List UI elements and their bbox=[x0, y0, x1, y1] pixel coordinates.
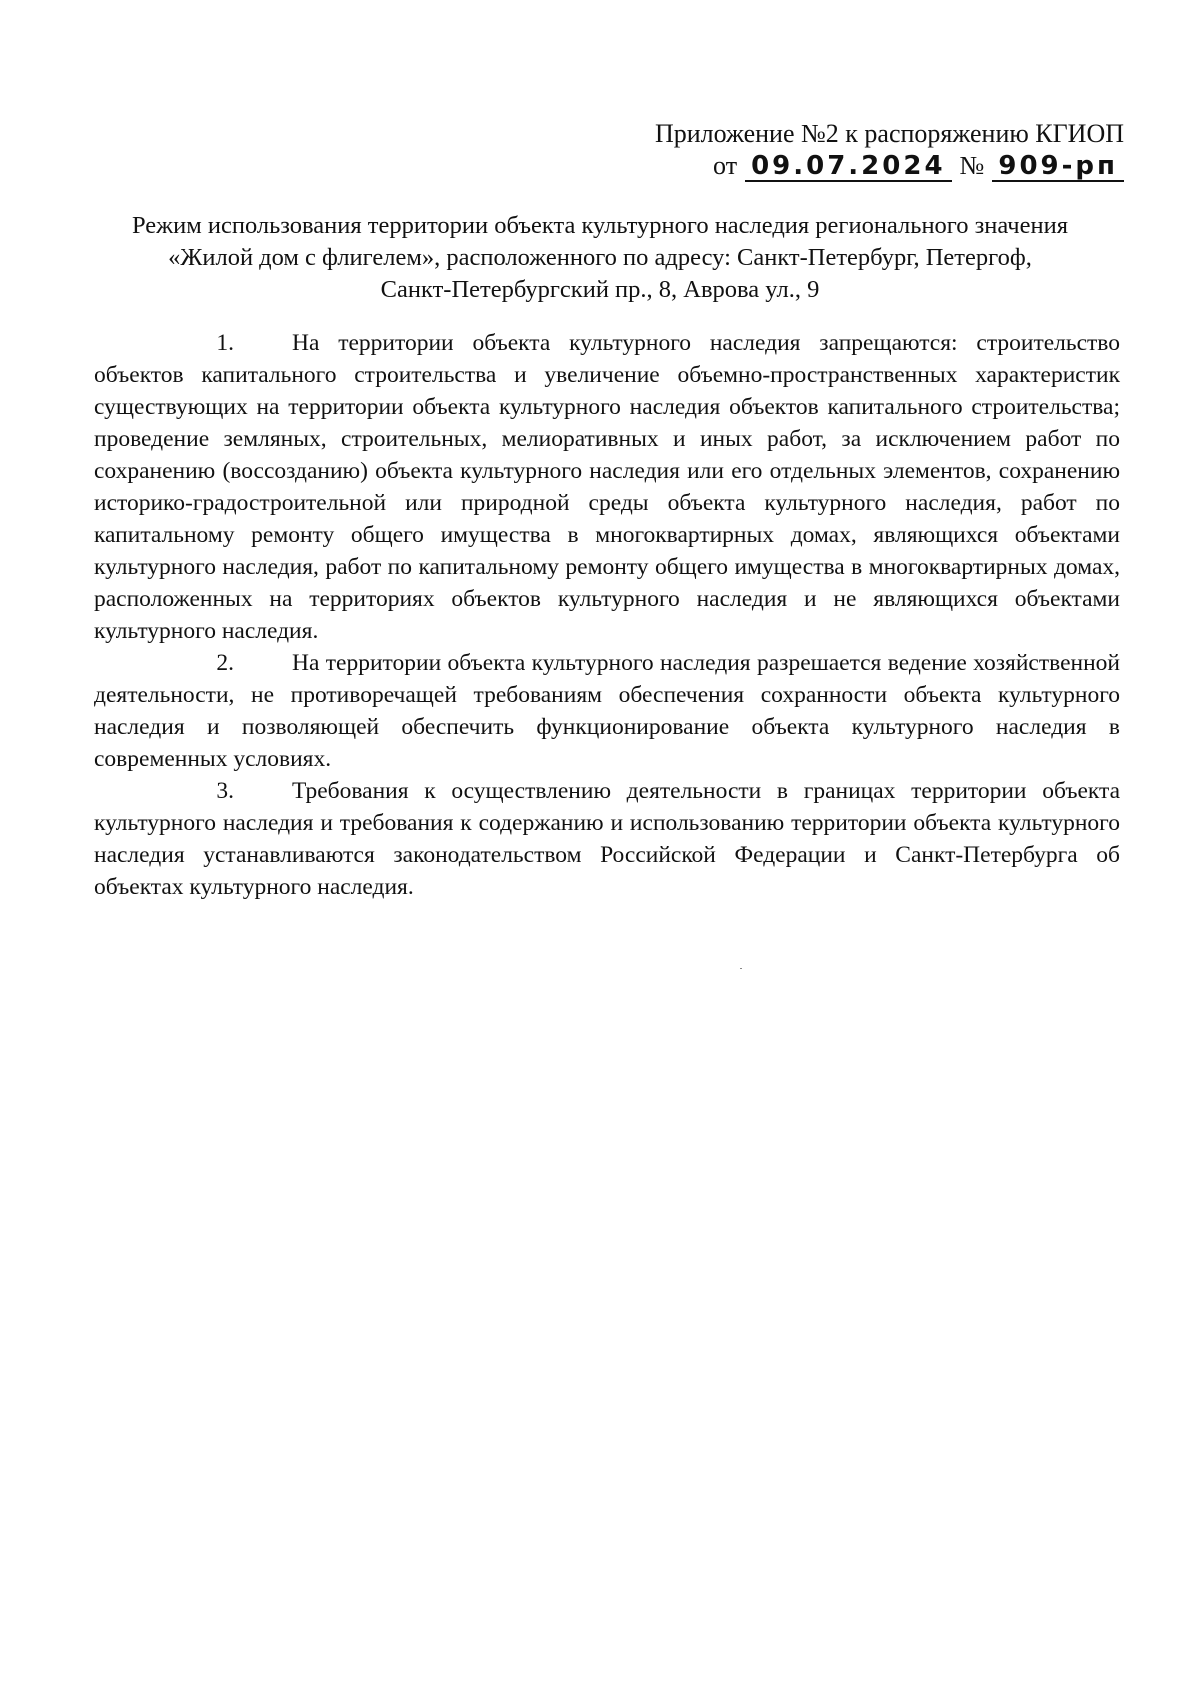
appendix-header bbox=[655, 118, 1124, 182]
title-line-1: Режим использования территории объекта культурного наследия регионального значения bbox=[132, 212, 1068, 239]
paragraph-3 bbox=[94, 775, 1120, 903]
paragraph-text: На территории объекта культурного наследия разрешается ведение хозяйственной деятельности, не противоречащей требованиям обеспечения сохранности объекта культурного наследия и позволяющей обеспечить функционирование объекта культурного наследия в современных условиях. bbox=[94, 650, 1120, 772]
scan-speck bbox=[740, 968, 742, 969]
title-line-3: Санкт-Петербургский пр., 8, Аврова ул., 9 bbox=[380, 276, 820, 303]
appendix-reference: Приложение №2 к распоряжению КГИОП bbox=[654, 119, 1124, 148]
order-number: 909-рп bbox=[992, 152, 1124, 182]
paragraph-text: Требования к осуществлению деятельности в границах территории объекта культурного наследия и требования к содержанию и использованию территории объекта культурного наследия устанавливаются законодательством Российской Федерации и Санкт-Петербурга об объектах культурного наследия. bbox=[94, 778, 1120, 900]
paragraph-1 bbox=[94, 327, 1120, 647]
paragraph-2 bbox=[94, 647, 1120, 775]
paragraph-number: 3. bbox=[216, 778, 234, 804]
paragraph-text: На территории объекта культурного наследия запрещаются: строительство объектов капитального строительства и увеличение объемно-пространственных характеристик существующих на территории объекта культурного наследия объектов капитального строительства; проведение земляных, строительных, мелиоративных и иных работ, за исключением работ по сохранению (воссозданию) объекта культурного наследия или его отдельных элементов, сохранению историко-градостроительной или природной среды объекта культурного наследия, работ по капитальному ремонту общего имущества в многоквартирных домах, являющихся объектами культурного наследия, работ по капитальному ремонту общего имущества в многоквартирных домах, расположенных на территориях объектов культурного наследия и не являющихся объектами культурного наследия. bbox=[94, 330, 1120, 644]
order-date: 09.07.2024 bbox=[745, 152, 951, 182]
paragraph-number: 2. bbox=[216, 650, 234, 676]
document-body bbox=[94, 327, 1120, 903]
document-title bbox=[90, 210, 1110, 306]
number-label: № bbox=[959, 151, 985, 180]
from-label: от bbox=[713, 151, 738, 180]
order-date-number-line bbox=[655, 150, 1124, 182]
paragraph-number: 1. bbox=[216, 330, 234, 356]
title-line-2: «Жилой дом с флигелем», расположенного по адресу: Санкт-Петербург, Петергоф, bbox=[168, 244, 1032, 271]
